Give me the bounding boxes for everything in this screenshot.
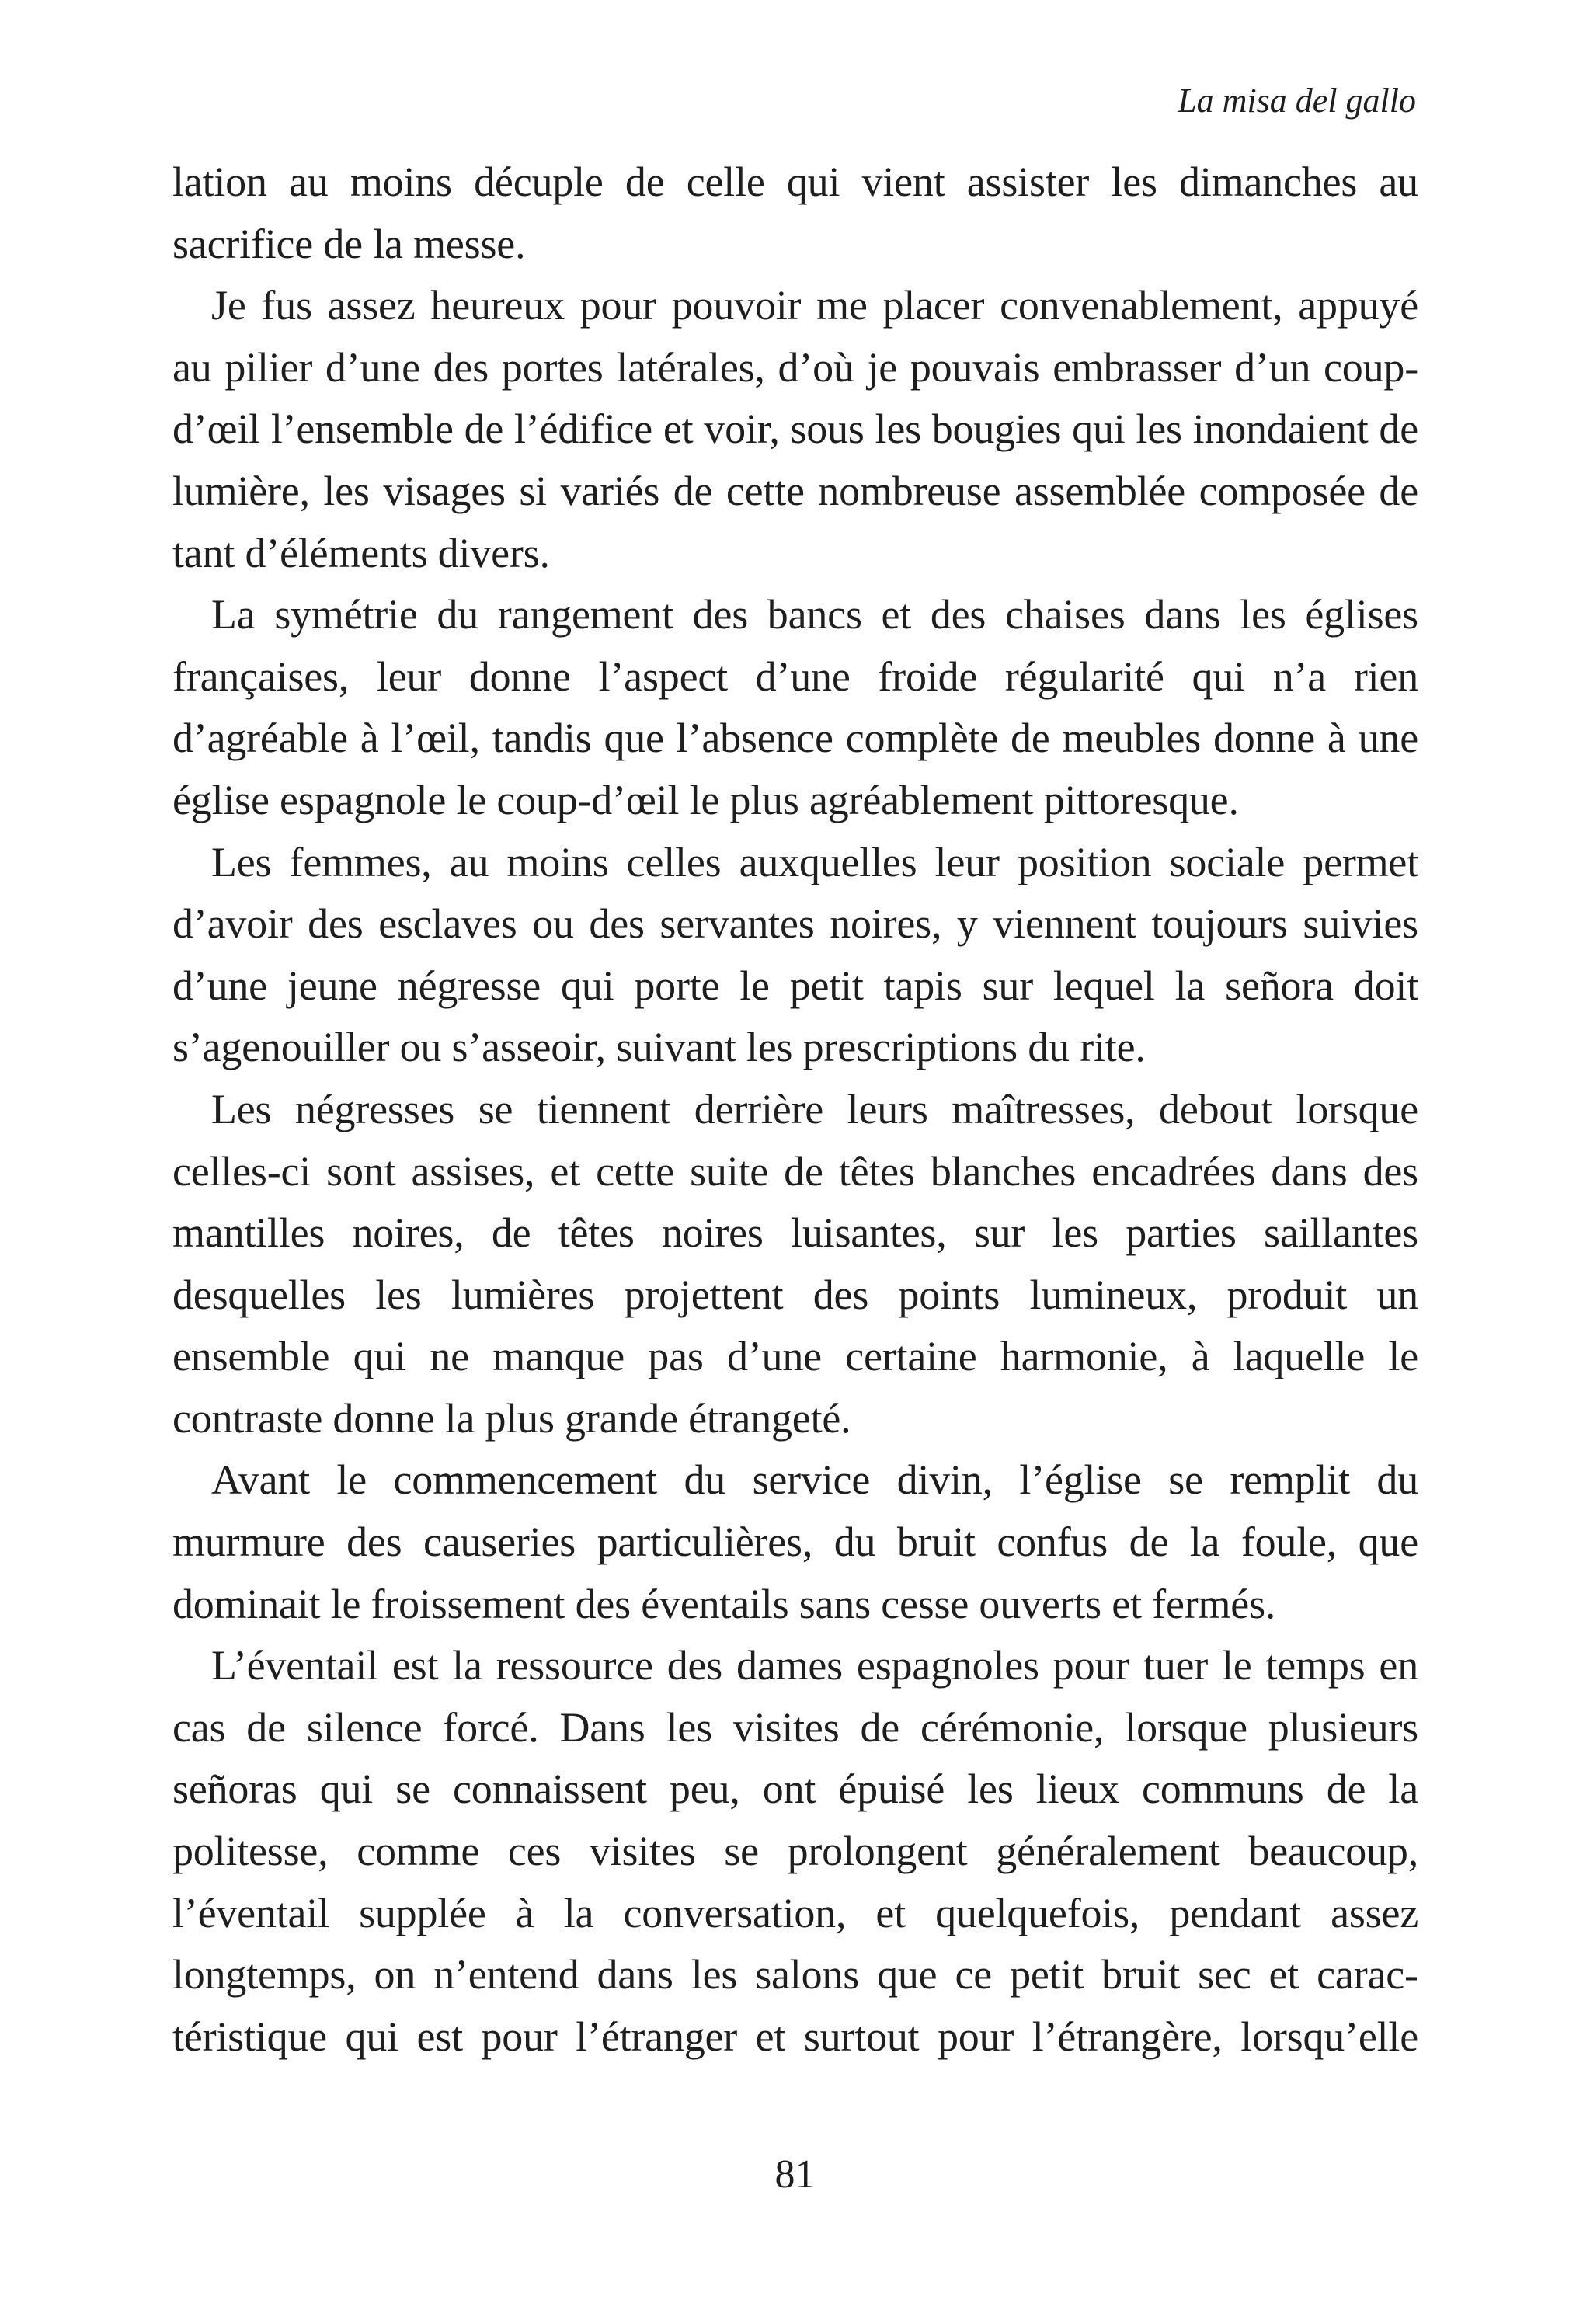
- paragraph-4: Les femmes, au moins celles auxquelles leur position sociale permet d’avoir des esclaves ou des servantes noires, y viennent toujours suivies d’une jeune négresse qui porte le petit tapis sur lequel la señora doit s’agenouiller ou s’asseoir, suivant les prescriptions du rite.: [172, 838, 1418, 1071]
- paragraph-1: lation au moins décuple de celle qui vient assister les dimanches au sacrifice de la messe.: [172, 158, 1418, 267]
- paragraph-6: Avant le commencement du service divin, l’église se remplit du murmure des causeries particulières, du bruit confus de la foule, que dominait le froissement des éventails sans cesse ouverts et fermés.: [172, 1456, 1418, 1627]
- paragraph-5: Les négresses se tiennent derrière leurs maîtresses, debout lorsque celles-ci sont assises, et cette suite de têtes blanches encadrées dans des mantilles noires, de têtes noires luisantes, sur les parties saillantes desquelles les lumières projettent des points lumineux, produit un ensemble qui ne manque pas d’une certaine harmonie, à laquelle le contraste donne la plus grande étrangeté.: [172, 1085, 1418, 1442]
- paragraph-3: La symétrie du rangement des bancs et des chaises dans les églises françaises, leur donne l’aspect d’une froide régularité qui n’a rien d’agréable à l’œil, tandis que l’absence complète de meubles donne à une église espagnole le coup-d’œil le plus agréablement pittoresque.: [172, 591, 1418, 823]
- body-text: [172, 151, 1418, 2068]
- running-head: La misa del gallo: [1178, 82, 1416, 120]
- page-number: 81: [774, 2152, 816, 2197]
- paragraph-2: Je fus assez heureux pour pouvoir me placer convenablement, appuyé au pilier d’une des portes latérales, d’où je pouvais embrasser d’un coup-d’œil l’ensemble de l’édifice et voir, sous les bougies qui les inondaient de lumière, les visages si variés de cette nombreuse assemblée composée de tant d’éléments divers.: [172, 282, 1418, 576]
- paragraph-7: L’éventail est la ressource des dames espagnoles pour tuer le temps en cas de silence forcé. Dans les visites de cérémonie, lorsque plusieurs señoras qui se connaissent peu, ont épuisé les lieux communs de la politesse, comme ces visites se prolongent généralement beaucoup, l’éventail supplée à la conversation, et quelquefois, pendant assez longtemps, on n’entend dans les salons que ce petit bruit sec et caractéristique qui est pour l’étranger et surtout pour l’étrangère, lorsqu’elle: [172, 1642, 1418, 2060]
